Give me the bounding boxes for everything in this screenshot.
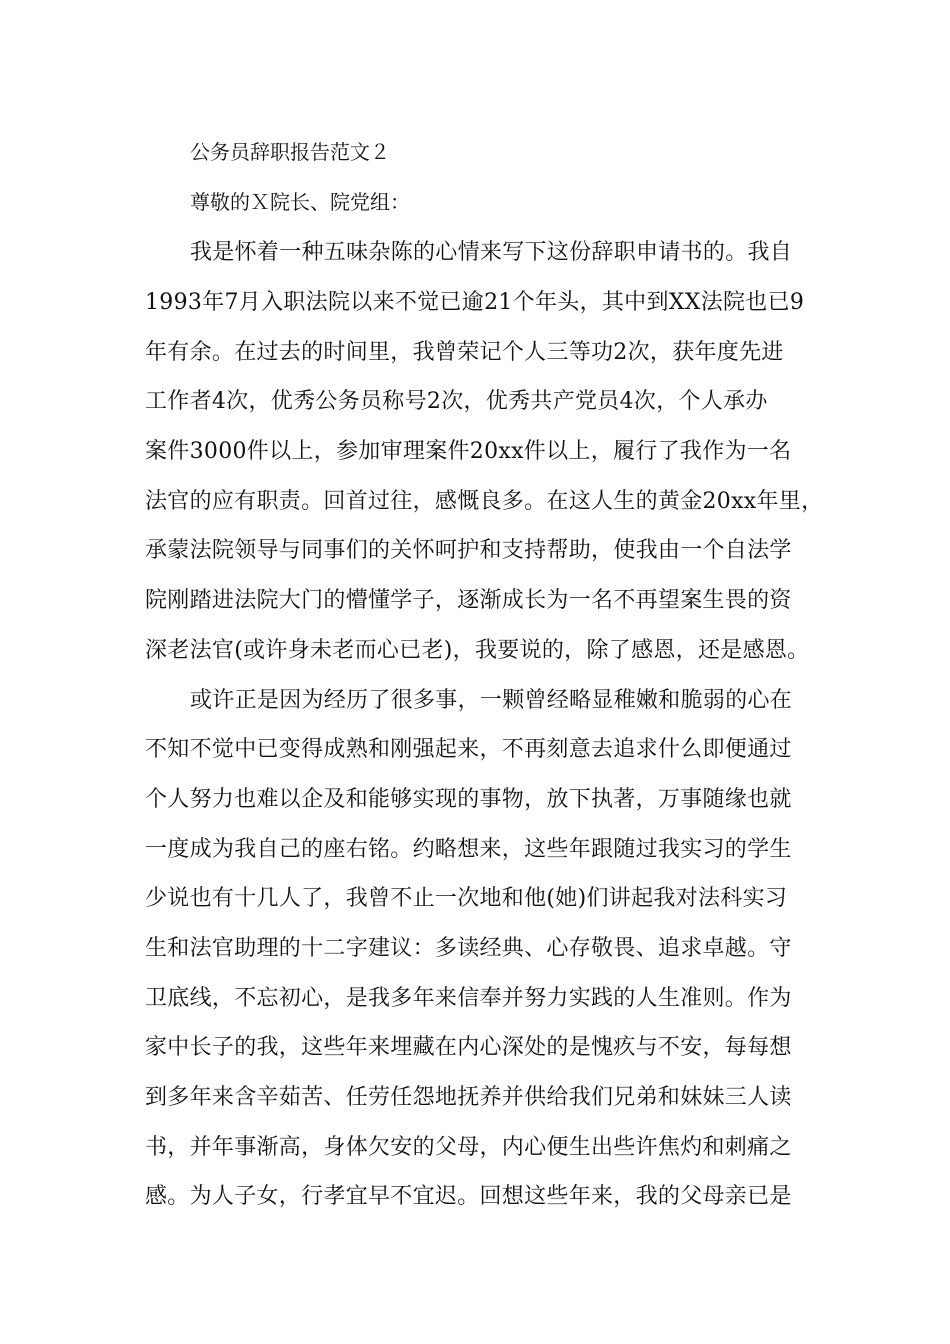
- paragraph-line: 到多年来含辛茹苦、任劳任怨地抚养并供给我们兄弟和妹妹三人读: [145, 1085, 792, 1110]
- paragraph-line: 少说也有十几人了，我曾不止一次地和他(她)们讲起我对法科实习: [145, 886, 788, 911]
- paragraph-line: 家中长子的我，这些年来埋藏在内心深处的是愧疚与不安，每每想: [145, 1035, 792, 1060]
- paragraph-line: 个人努力也难以企及和能够实现的事物，放下执著，万事随缘也就: [145, 787, 792, 812]
- paragraph-line: 案件3000件以上，参加审理案件20xx件以上，履行了我作为一名: [145, 439, 792, 464]
- salutation: 尊敬的Ｘ院长、院党组：: [190, 190, 410, 214]
- paragraph-line: 承蒙法院领导与同事们的关怀呵护和支持帮助，使我由一个自法学: [145, 538, 792, 563]
- paragraph-line: 1993年7月入职法院以来不觉已逾21个年头，其中到XX法院也已9: [145, 290, 805, 315]
- paragraph-line: 年有余。在过去的时间里，我曾荣记个人三等功2次，获年度先进: [145, 340, 784, 365]
- paragraph-line: 一度成为我自己的座右铭。约略想来，这些年跟随过我实习的学生: [145, 837, 792, 862]
- paragraph-line: 卫底线，不忘初心，是我多年来信奉并努力实践的人生准则。作为: [145, 986, 792, 1011]
- paragraph-line: 法官的应有职责。回首过往，感慨良多。在这人生的黄金20xx年里，: [145, 489, 824, 514]
- paragraph-line: 院刚踏进法院大门的懵懂学子，逐渐成长为一名不再望案生畏的资: [145, 588, 792, 613]
- document-title: 公务员辞职报告范文２: [190, 140, 390, 164]
- paragraph-line: 不知不觉中已变得成熟和刚强起来，不再刻意去追求什么即便通过: [145, 737, 792, 762]
- paragraph-line: 我是怀着一种五味杂陈的心情来写下这份辞职申请书的。我自: [190, 240, 793, 265]
- paragraph-line: 或许正是因为经历了很多事，一颗曾经略显稚嫩和脆弱的心在: [190, 688, 793, 713]
- paragraph-line: 深老法官(或许身未老而心已老)，我要说的，除了感恩，还是感恩。: [145, 638, 810, 663]
- paragraph-line: 感。为人子女，行孝宜早不宜迟。回想这些年来，我的父母亲已是: [145, 1184, 792, 1209]
- paragraph-line: 生和法官助理的十二字建议：多读经典、心存敬畏、追求卓越。守: [145, 936, 792, 961]
- paragraph-line: 书，并年事渐高，身体欠安的父母，内心便生出些许焦灼和刺痛之: [145, 1135, 792, 1160]
- paragraph-line: 工作者4次，优秀公务员称号2次，优秀共产党员4次，个人承办: [145, 389, 768, 414]
